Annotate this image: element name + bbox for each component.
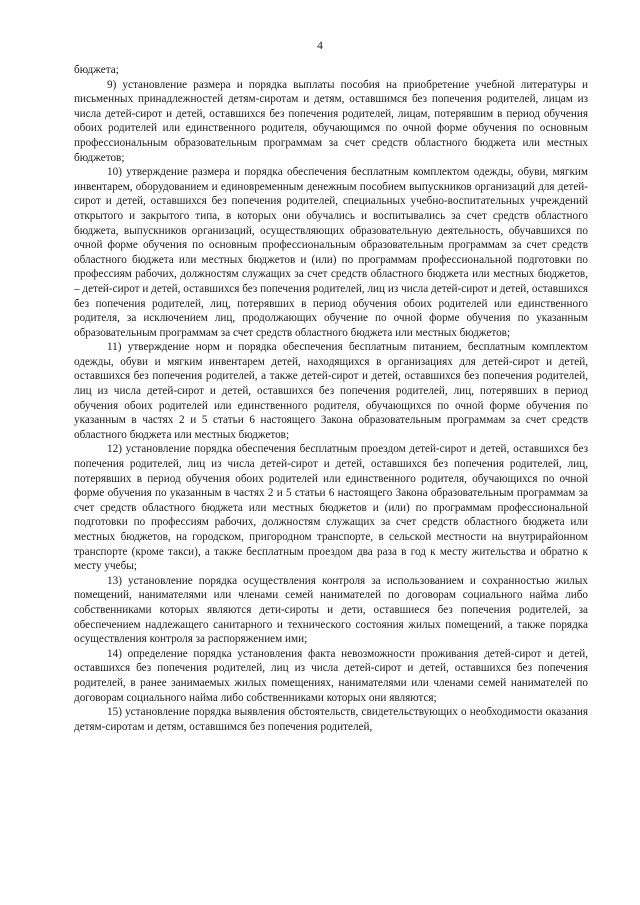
paragraph-item-12: 12) установление порядка обеспечения бесплатным проездом детей-сирот и детей, оставшихся без попечения родителей, лиц из числа детей-сирот и детей, оставшихся без попечения родителей, лиц, потерявших в период обучения обоих родителей или единственного родителя, обучающихся по очной форме обучения по указанным в частях 2 и 5 статьи 6 настоящего Закона образовательным программам за счет средств областного бюджета или местных бюджетов и (или) по программам профессиональной подготовки по профессиям рабочих, должностям служащих за счет средств областного бюджета или местных бюджетов, на городском, пригородном транспорте, в сельской местности на внутрирайонном транспорте (кроме такси), а также бесплатным проездом два раза в год к месту жительства и обратно к месту учебы; bbox=[74, 443, 588, 573]
paragraph-item-10: 10) утверждение размера и порядка обеспечения бесплатным комплектом одежды, обуви, мягким инвентарем, оборудованием и единовременным денежным пособием выпускников организаций для детей-сирот и детей, оставшихся без попечения родителей, специальных учебно-воспитательных учреждений открытого и закрытого типа, в которых они обучались и воспитывались за счет средств областного бюджета, выпускников организаций, осуществляющих образовательную деятельность, обучавшихся по очной форме обучения по основным профессиональным образовательным программам за счет средств областного бюджета или местных бюджетов и (или) по программам профессиональной подготовки по профессиям рабочих, должностям служащих за счет средств областного бюджета или местных бюджетов, – детей-сирот и детей, оставшихся без попечения родителей, лиц из числа детей-сирот и детей, оставшихся без попечения родителей, лиц, потерявших в период обучения обоих родителей или единственного родителя, за исключением лиц, продолжающих обучение по очной форме обучения по указанным образовательным программам за счет средств областного бюджета или местных бюджетов; bbox=[74, 166, 588, 339]
paragraph-item-11: 11) утверждение норм и порядка обеспечения бесплатным питанием, бесплатным комплектом одежды, обуви и мягким инвентарем детей, находящихся в организациях для детей-сирот и детей, оставшихся без попечения родителей, а также детей-сирот и детей, оставшихся без попечения родителей, лиц из числа детей-сирот и детей, оставшихся без попечения родителей, лиц, потерявших в период обучения обоих родителей или единственного родителя, обучающихся по очной форме обучения по указанным в частях 2 и 5 статьи 6 настоящего Закона образовательным программам за счет средств областного бюджета или местных бюджетов; bbox=[74, 341, 588, 441]
paragraph-item-15: 15) установление порядка выявления обстоятельств, свидетельствующих о необходимости оказания детям-сиротам и детям, оставшимся без попечения родителей, bbox=[74, 706, 588, 733]
document-body bbox=[74, 63, 588, 734]
paragraph-item-14: 14) определение порядка установления факта невозможности проживания детей-сирот и детей, оставшихся без попечения родителей, лиц из числа детей-сирот и детей, оставшихся без попечения родителей, в ранее занимаемых жилых помещениях, нанимателями или членами семей нанимателей по договорам социального найма либо собственниками которых они являются; bbox=[74, 647, 588, 704]
paragraph-item-13: 13) установление порядка осуществления контроля за использованием и сохранностью жилых помещений, нанимателями или членами семей нанимателей по договорам социального найма либо собственниками которых являются дети-сироты и дети, оставшиеся без попечения родителей, за обеспечением надлежащего санитарного и технического состояния жилых помещений, а также порядка осуществления контроля за распоряжением ими; bbox=[74, 574, 588, 646]
page-number: 4 bbox=[317, 40, 323, 52]
paragraph: бюджета; bbox=[74, 64, 119, 76]
paragraph-item-9: 9) установление размера и порядка выплаты пособия на приобретение учебной литературы и письменных принадлежностей детям-сиротам и детям, оставшимся без попечения родителей, лицам из числа детей-сирот и детей, оставшихся без попечения родителей, лицам, потерявшим в период обучения обоих родителей или единственного родителя, обучающимся по очной форме обучения по основным профессиональным образовательным программам за счет средств областного бюджета или местных бюджетов; bbox=[74, 78, 588, 164]
